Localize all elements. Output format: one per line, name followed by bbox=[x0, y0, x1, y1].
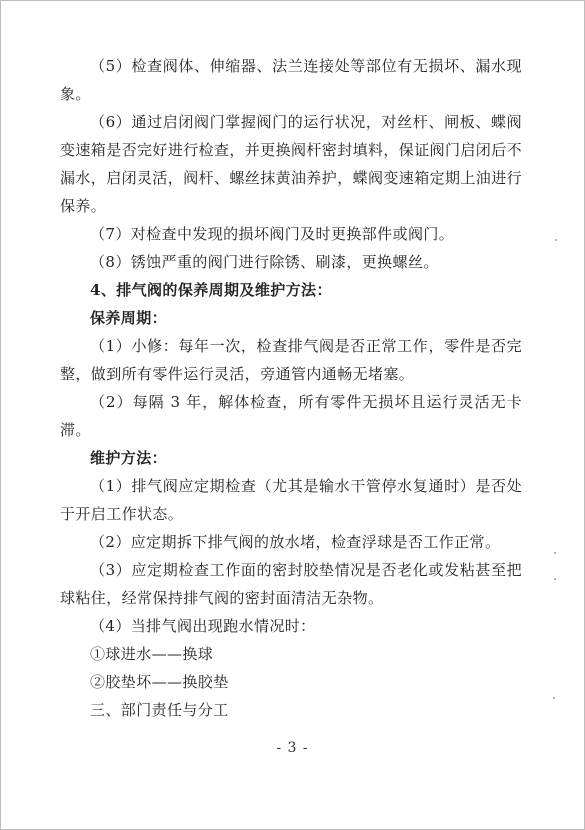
paragraph-item-7: （7）对检查中发现的损坏阀门及时更换部件或阀门。 bbox=[90, 225, 455, 243]
paragraph-item-6: （6）通过启闭阀门掌握阀门的运行状况，对丝杆、闸板、蝶阀变速箱是否完好进行检查，并更换阀杆密封填料，保证阀门启闭后不漏水，启闭灵活，阀杆、螺丝抹黄油养护，蝶阀变速箱定期上油进行保养。 bbox=[60, 113, 523, 215]
method-item-2: （2）应定期拆下排气阀的放水堵，检查浮球是否工作正常。 bbox=[90, 533, 501, 551]
scan-speck bbox=[554, 578, 556, 580]
method-item-4: （4）当排气阀出现跑水情况时： bbox=[90, 617, 316, 635]
page-number: - 3 - bbox=[276, 740, 309, 756]
scan-speck bbox=[555, 239, 557, 241]
scan-speck bbox=[553, 697, 555, 699]
method-item-1: （1）排气阀应定期检查（尤其是输水干管停水复通时）是否处于开启工作状态。 bbox=[60, 477, 522, 523]
maintenance-method-label: 维护方法： bbox=[90, 449, 168, 467]
maintenance-cycle-label: 保养周期： bbox=[90, 309, 168, 327]
heading-exhaust-valve: 4、排气阀的保养周期及维护方法： bbox=[90, 281, 332, 299]
document-body bbox=[60, 52, 522, 724]
paragraph-item-5: （5）检查阀体、伸缩器、法兰连接处等部位有无损坏、漏水现象。 bbox=[60, 57, 522, 103]
scan-speck bbox=[554, 552, 556, 554]
cycle-item-1: （1）小修：每年一次，检查排气阀是否正常工作，零件是否完整，做到所有零件运行灵活，旁通管内通畅无堵塞。 bbox=[60, 337, 522, 383]
method-item-3: （3）应定期检查工作面的密封胶垫情况是否老化或发粘甚至把球粘住，经常保持排气阀的密封面清洁无杂物。 bbox=[60, 561, 522, 607]
leak-item-2: ②胶垫坏——换胶垫 bbox=[90, 673, 229, 691]
cycle-item-2: （2）每隔 3 年，解体检查，所有零件无损坏且运行灵活无卡滞。 bbox=[60, 393, 522, 439]
section-three-title: 三、部门责任与分工 bbox=[90, 701, 229, 719]
leak-item-1: ①球进水——换球 bbox=[90, 645, 214, 663]
paragraph-item-8: （8）锈蚀严重的阀门进行除锈、刷漆，更换螺丝。 bbox=[90, 253, 439, 271]
